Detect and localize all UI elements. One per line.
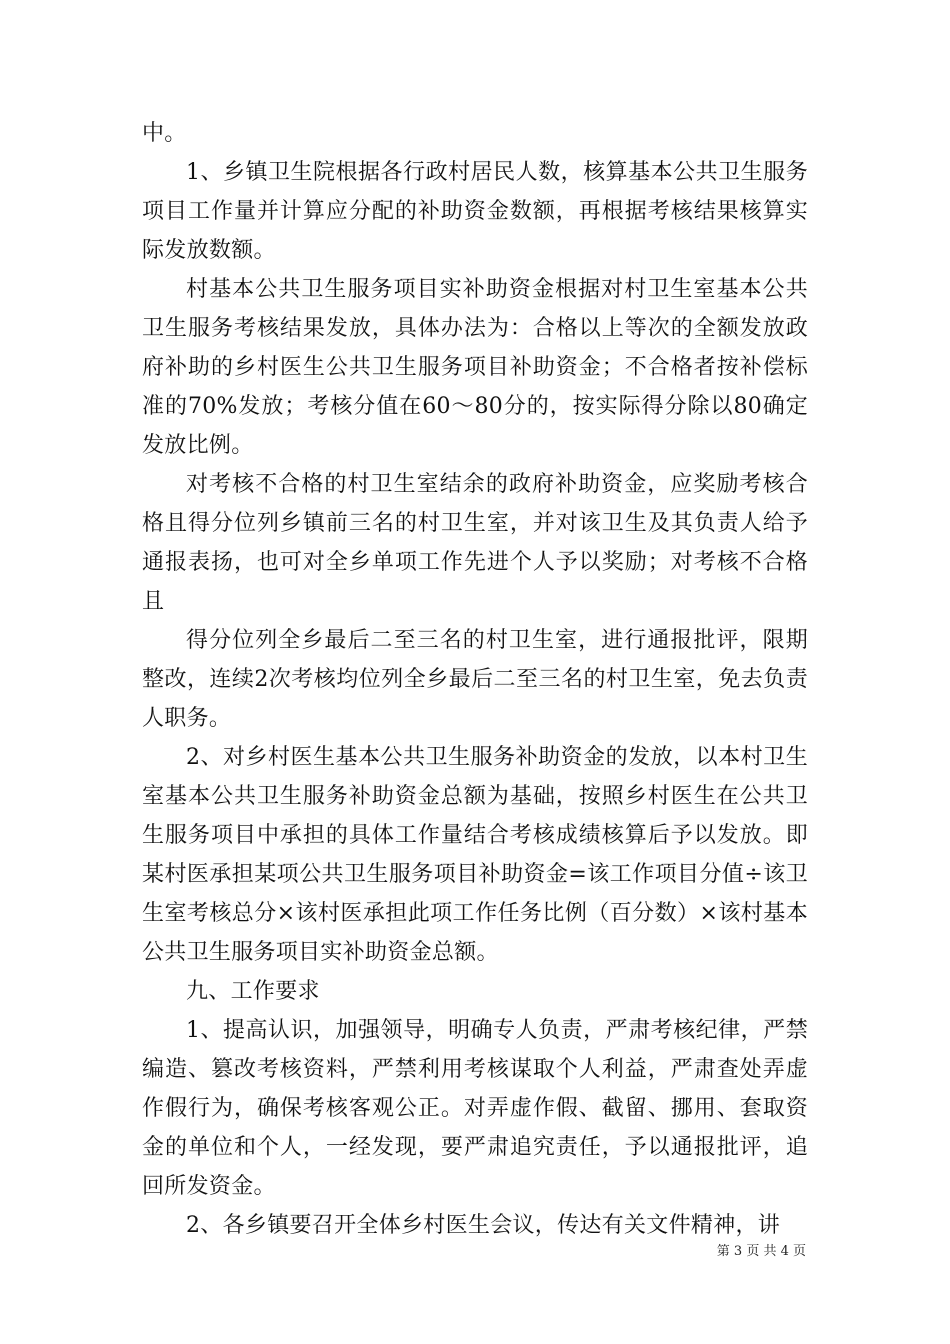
paragraph-subsidy-rules: 村基本公共卫生服务项目实补助资金根据对村卫生室基本公共卫生服务考核结果发放，具体办法为：合格以上等次的全额发放政府补助的乡村医生公共卫生服务项目补助资金；不合格者按补偿标准的70%发放；考核分值在60～80分的，按实际得分除以80确定发放比例。 <box>142 277 808 458</box>
paragraph-item-1: 1、乡镇卫生院根据各行政村居民人数，核算基本公共卫生服务项目工作量并计算应分配的补助资金数额，再根据考核结果核算实际发放数额。 <box>142 160 808 263</box>
paragraph-requirement-1: 1、提高认识，加强领导，明确专人负责，严肃考核纪律，严禁编造、篡改考核资料，严禁利用考核谋取个人利益，严肃查处弄虚作假行为，确保考核客观公正。对弄虚作假、截留、挪用、套取资金的单位和个人，一经发现，要严肃追究责任，予以通报批评，追回所发资金。 <box>142 1018 808 1199</box>
document-body <box>142 114 808 1245</box>
paragraph-continuation: 中。 <box>142 121 187 146</box>
paragraph-requirement-2: 2、各乡镇要召开全体乡村医生会议，传达有关文件精神，讲 <box>186 1213 781 1238</box>
paragraph-rewards: 对考核不合格的村卫生室结余的政府补助资金，应奖励考核合格且得分位列乡镇前三名的村卫生室，并对该卫生及其负责人给予通报表扬，也可对全乡单项工作先进个人予以奖励；对考核不合格且 <box>142 472 808 614</box>
page-number-footer: 第 3 页 共 4 页 <box>716 1244 806 1259</box>
section-heading-work-requirements: 九、工作要求 <box>186 979 320 1004</box>
paragraph-item-2: 2、对乡村医生基本公共卫生服务补助资金的发放，以本村卫生室基本公共卫生服务补助资金总额为基础，按照乡村医生在公共卫生服务项目中承担的具体工作量结合考核成绩核算后予以发放。即某村医承担某项公共卫生服务项目补助资金=该工作项目分值÷该卫生室考核总分×该村医承担此项工作任务比例（百分数）×该村基本公共卫生服务项目实补助资金总额。 <box>142 745 808 965</box>
paragraph-penalties: 得分位列全乡最后二至三名的村卫生室，进行通报批评，限期整改，连续2次考核均位列全乡最后二至三名的村卫生室，免去负责人职务。 <box>142 628 808 731</box>
